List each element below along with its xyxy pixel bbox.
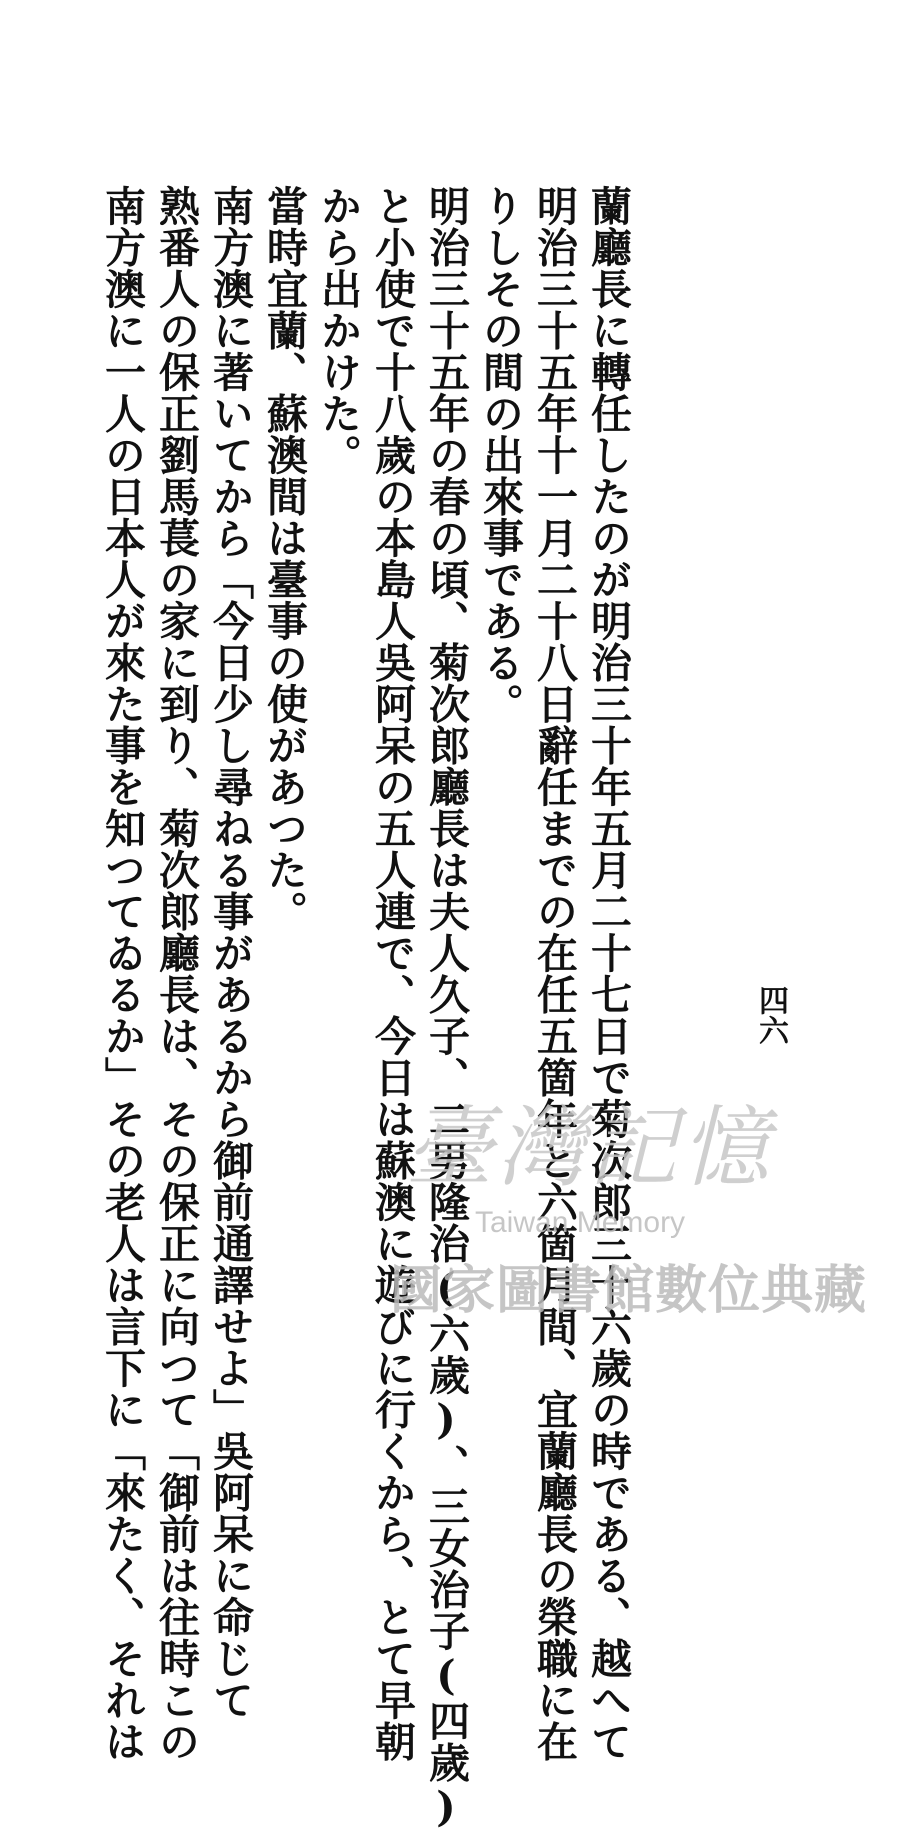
watermark-script-logo: 臺灣記憶 [405, 1096, 774, 1199]
text-column-6: から出かけた。 [314, 185, 362, 476]
page-number: 四六 [753, 985, 788, 1045]
watermark [390, 1078, 868, 1321]
text-column-10: 南方澳に一人の日本人が來た事を知つてゐるか」その老人は言下に「來たく、それは [98, 185, 146, 1762]
watermark-chinese: 國家圖書館數位典藏 [390, 1261, 868, 1321]
text-column-8: 南方澳に著いてから「今日少し尋ねる事があるから御前通譯せよ」吳阿呆に命じて [206, 185, 254, 1721]
text-column-2: 明治三十五年十一月二十八日辭任までの在任五箇年と六箇月間、宜蘭廳長の榮職に在 [530, 185, 578, 1762]
text-column-5: と小使で十八歲の本島人吳阿呆の五人連で、今日は蘇澳に遊びに行くから、とて早朝 [368, 185, 416, 1762]
text-column-7: 當時宜蘭、蘇澳間は臺事の使があつた。 [260, 185, 308, 932]
text-column-9: 熟番人の保正劉馬萇の家に到り、菊次郎廳長は、その保正に向つて「御前は往時この [152, 185, 200, 1762]
text-column-3: りしその間の出來事である。 [476, 185, 524, 725]
text-column-4: 明治三十五年の春の頃、菊次郎廳長は夫人久子、二男隆治(六歲)、三女治子(四歲) [422, 185, 470, 1832]
watermark-english: Taiwan Memory [475, 1206, 686, 1239]
text-column-1: 蘭廳長に轉任したのが明治三十年五月二十七日で菊次郎三十六歲の時である、越へて [584, 185, 632, 1762]
